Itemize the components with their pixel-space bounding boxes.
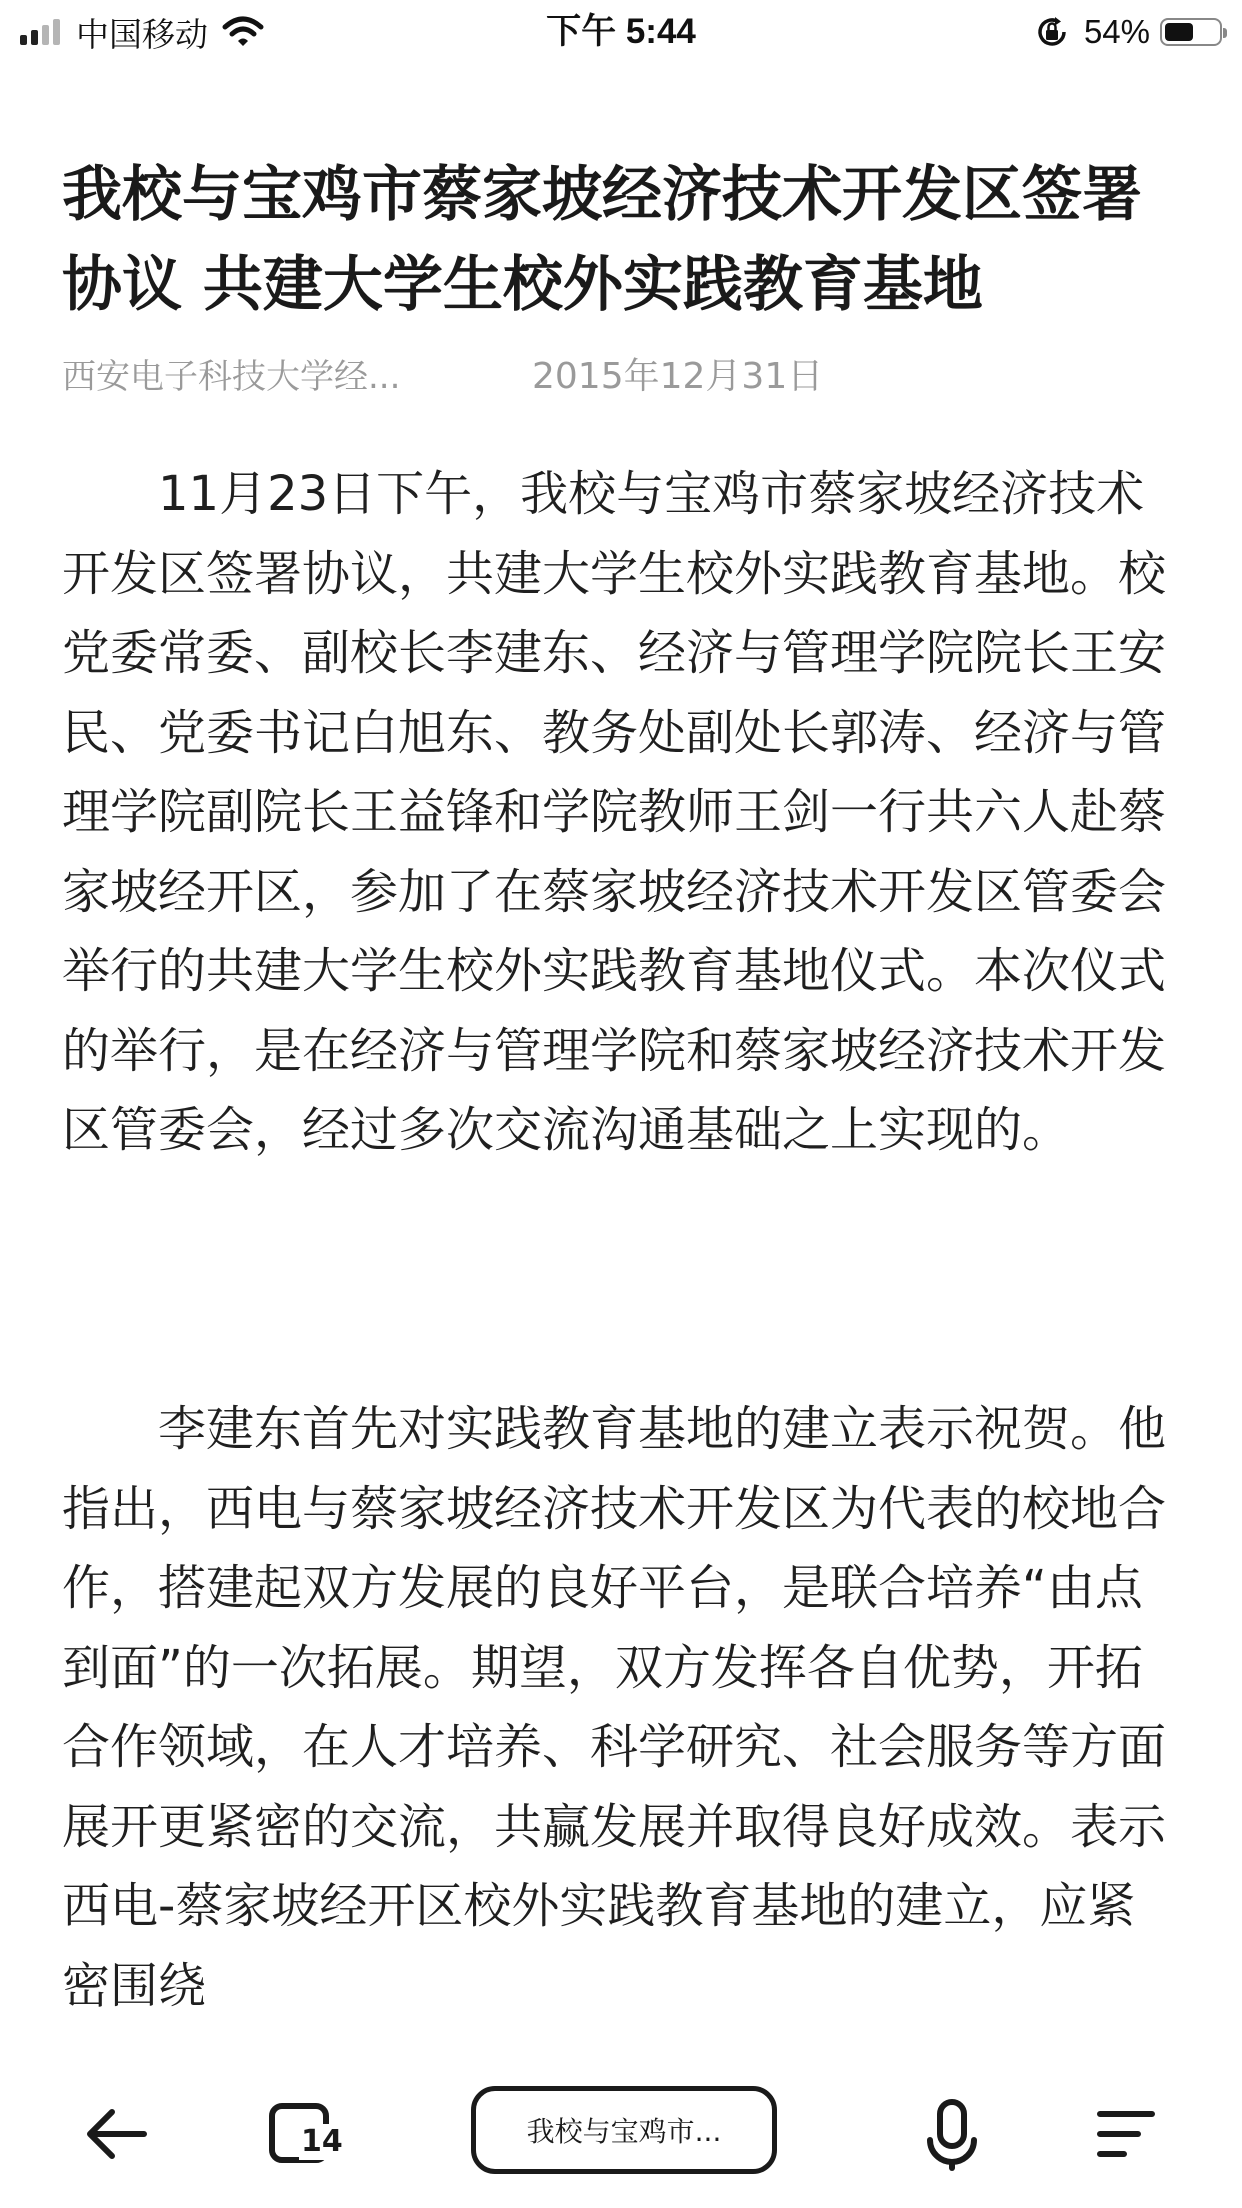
- bottom-toolbar: [0, 2060, 1242, 2208]
- status-time: 下午 5:44: [546, 12, 696, 51]
- article-paragraph: 11月23日下午，我校与宝鸡市蔡家坡经济技术开发区签署协议，共建大学生校外实践教育基地。校党委常委、副校长李建东、经济与管理学院院长王安民、党委书记白旭东、教务处副处长郭涛、经济与管理学院副院长王益锋和学院教师王剑一行共六人赴蔡家坡经开区，参加了在蔡家坡经济技术开发区管委会举行的共建大学生校外实践教育基地仪式。本次仪式的举行，是在经济与管理学院和蔡家坡经济技术开发区管委会，经过多次交流沟通基础之上实现的。: [62, 466, 1167, 1158]
- menu-icon: [1094, 2106, 1158, 2162]
- status-bar: [0, 0, 1242, 64]
- status-bar-right: [1034, 10, 1222, 54]
- back-button[interactable]: [68, 2086, 164, 2182]
- battery-level-fill: [1165, 23, 1193, 41]
- article-source: 西安电子科技大学经...: [62, 357, 401, 397]
- tab-count: 14: [301, 2124, 343, 2159]
- microphone-icon: [922, 2096, 982, 2172]
- article-title: 我校与宝鸡市蔡家坡经济技术开发区签署协议 共建大学生校外实践教育基地: [62, 160, 1142, 320]
- carrier-name: 中国移动: [76, 15, 208, 53]
- battery-percent: 54%: [1083, 13, 1150, 50]
- address-bar[interactable]: 我校与宝鸡市...: [471, 2086, 777, 2174]
- voice-button[interactable]: [904, 2086, 1000, 2182]
- article-paragraph: 李建东首先对实践教育基地的建立表示祝贺。他指出，西电与蔡家坡经济技术开发区为代表的校地合作，搭建起双方发展的良好平台，是联合培养“由点到面”的一次拓展。期望，双方发挥各自优势，开拓合作领域，在人才培养、科学研究、社会服务等方面展开更紧密的交流，共赢发展并取得良好成效。表示西电-蔡家坡经开区校外实践教育基地的建立，应紧密围绕: [62, 1401, 1167, 2014]
- orientation-lock-icon: [1034, 14, 1070, 50]
- menu-button[interactable]: [1078, 2086, 1174, 2182]
- tabs-button[interactable]: [252, 2086, 348, 2182]
- article-date: 2015年12月31日: [532, 356, 824, 397]
- back-arrow-icon: [84, 2106, 148, 2162]
- battery-icon: [1160, 18, 1222, 46]
